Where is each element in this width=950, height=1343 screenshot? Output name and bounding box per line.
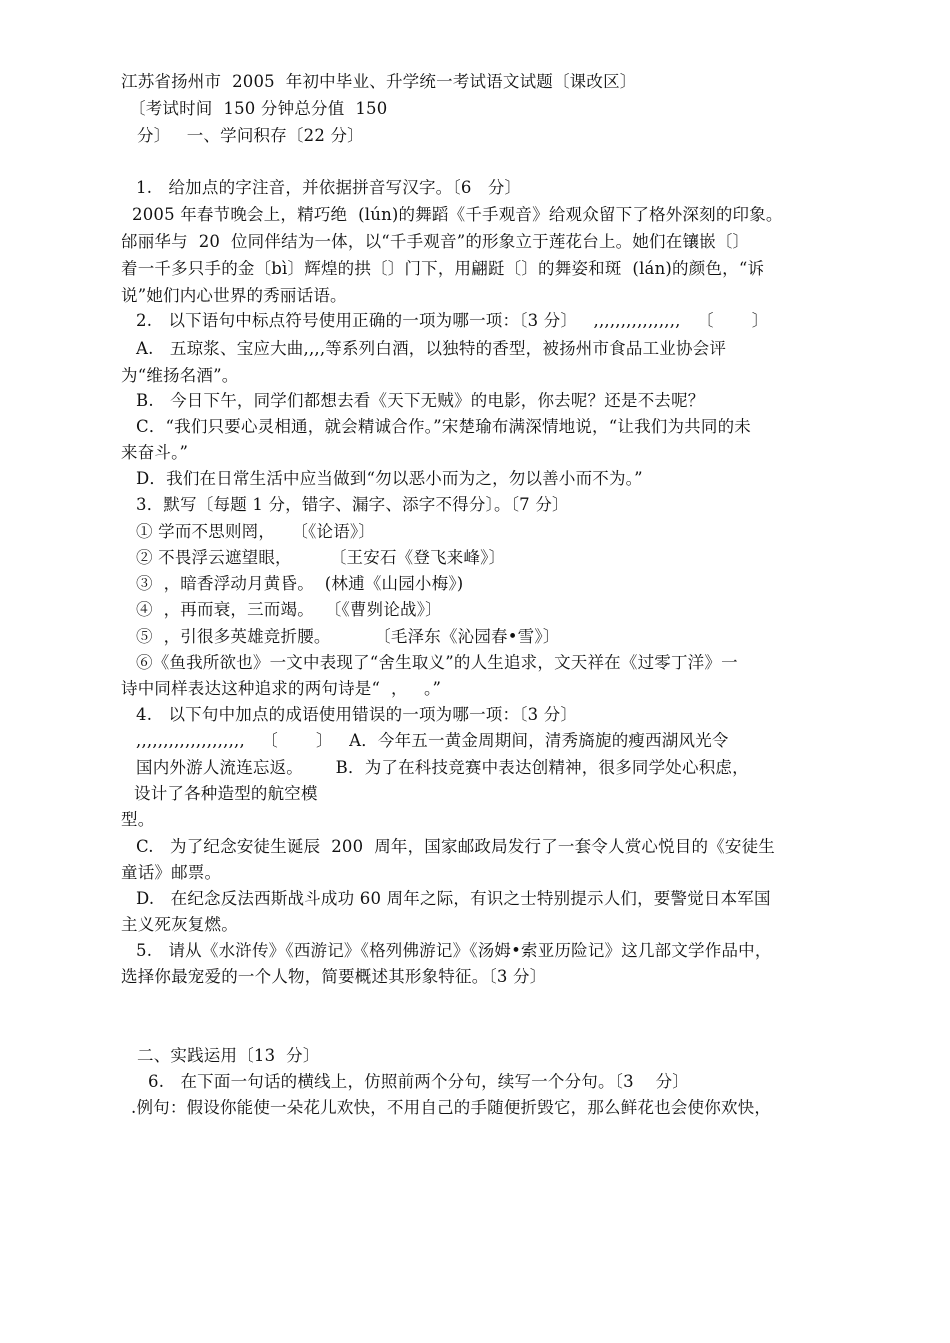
question-3-item: ① 学而不思则罔， 〔《论语》〕 [136,522,376,541]
question-3: 3．默写〔每题 1 分，错字、漏字、添字不得分〕。〔7 分〕 [136,495,569,514]
question-1-text: 说”她们内心世界的秀丽话语。 [121,286,347,305]
section-one-heading: 分〕 一、学问积存〔22 分〕 [137,126,364,145]
question-1-text: 2005 年春节晚会上，精巧绝 (lún)的舞蹈《千手观音》给观众留下了格外深刻的印象。 [132,205,783,224]
question-3-item: ⑤ ，引很多英雄竞折腰。 〔毛泽东《沁园春•雪》〕 [136,627,560,646]
question-2-option-c: C．“我们只要心灵相通，就会精诚合作。”宋楚瑜布满深情地说，“让我们为共同的未 [136,417,751,436]
question-1: 1. 给加点的字注音，并依据拼音写汉字。〔6 分〕 [136,178,522,197]
question-3-item: ② 不畏浮云遮望眼， 〔王安石《登飞来峰》〕 [136,548,506,567]
question-3-item: ④ ，再而衰，三而竭。 〔《曹刿论战》〕 [136,600,442,619]
question-4-option-b: 设计了各种造型的航空模 [134,784,318,803]
question-4-option-d: D. 在纪念反法西斯战斗成功 60 周年之际，有识之士特别提示人们，要警觉日本军国 [136,889,771,908]
question-4-option-d: 主义死灰复燃。 [121,915,238,934]
question-3-item: ③ ，暗香浮动月黄昏。 (林逋《山园小梅》) [136,574,464,593]
question-5: 选择你最宠爱的一个人物，简要概述其形象特征。〔3 分〕 [121,967,547,986]
question-4-option-c: 童话》邮票。 [121,863,222,882]
question-6-example: .例句：假设你能使一朵花儿欢快，不用自己的手随便折毁它，那么鲜花也会使你欢快， [131,1098,772,1117]
question-3-item: ⑥《鱼我所欲也》一文中表现了“舍生取义”的人生追求，文天祥在《过零丁洋》一 [136,653,738,672]
question-3-item: 诗中同样表达这种追求的两句诗是“ ， 。” [121,679,442,698]
question-1-text: 邰丽华与 20 位同伴结为一体，以“千手观音”的形象立于莲花台上。她们在镶嵌〔〕 [121,232,750,251]
question-4: 4. 以下句中加点的成语使用错误的一项为哪一项：〔3 分〕 [136,705,578,724]
question-2: 2. 以下语句中标点符号使用正确的一项为哪一项：〔3 分〕 ,,,,,,,,,,,,,,,, 〔 〕 [136,311,769,330]
question-2-option-b: B. 今日下午，同学们都想去看《天下无贼》的电影，你去呢？还是不去呢？ [136,391,705,410]
question-5: 5. 请从《水浒传》《西游记》《格列佛游记》《汤姆•索亚历险记》这几部文学作品中， [136,941,772,960]
question-4-option-a: ,,,,,,,,,,,,,,,,,,,, 〔 〕 A．今年五一黄金周期间，清秀旖旎的瘦西湖风光令 [136,731,729,750]
question-4-option-b: 国内外游人流连忘返。 B．为了在科技竞赛中表达创精神，很多同学处心积虑， [136,758,749,777]
question-2-option-a: A. 五琼浆、宝应大曲,,,,等系列白酒，以独特的香型，被扬州市食品工业协会评 [136,339,727,358]
exam-title: 江苏省扬州市 2005 年初中毕业、升学统一考试语文试题〔课改区〕 [121,72,637,91]
question-4-option-c: C. 为了纪念安徒生诞辰 200 周年，国家邮政局发行了一套令人赏心悦目的《安徒生 [136,837,775,856]
question-2-option-d: D．我们在日常生活中应当做到“勿以恶小而为之，勿以善小而不为。” [136,469,643,488]
question-2-option-a: 为“维扬名酒”。 [121,366,239,385]
question-2-option-c: 来奋斗。” [121,443,189,462]
question-6: 6. 在下面一句话的横线上，仿照前两个分句，续写一个分句。〔3 分〕 [148,1072,690,1091]
question-1-text: 着一千多只手的金〔bì〕辉煌的拱〔〕门下，用翩跹〔〕的舞姿和斑 (lán)的颜色，“诉 [121,259,765,278]
question-4-option-b: 型。 [121,810,155,829]
exam-info-line: 〔考试时间 150 分钟总分值 150 [129,99,388,118]
section-two-heading: 二、实践运用〔13 分〕 [137,1046,320,1065]
